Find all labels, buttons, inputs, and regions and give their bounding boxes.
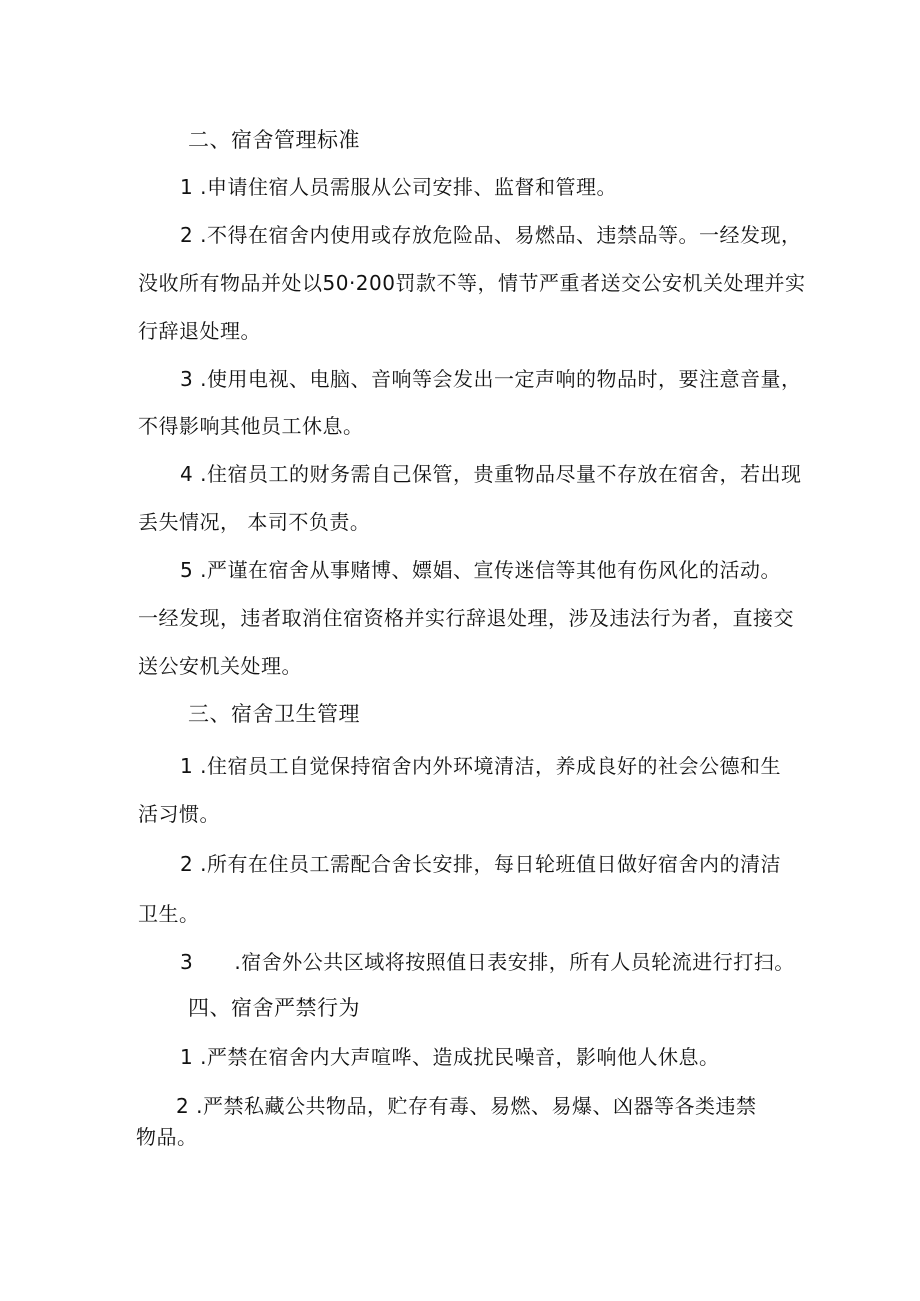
item-text-line: 2 .严禁私藏公共物品，贮存有毒、易燃、易爆、凶器等各类违禁 (176, 1094, 757, 1118)
item-text-line: 4 .住宿员工的财务需自己保管，贵重物品尽量不存放在宿舍，若出现 (180, 462, 802, 486)
item-text-line: 1 .住宿员工自觉保持宿舍内外环境清洁，养成良好的社会公德和生 (180, 754, 781, 778)
item-text-line: 5 .严谨在宿舍从事赌博、嫖娼、宣传迷信等其他有伤风化的活动。 (180, 558, 781, 582)
section-heading-hygiene-management: 三、宿舍卫生管理 (188, 702, 360, 726)
item-text-line: 一经发现，违者取消住宿资格并实行辞退处理，涉及违法行为者，直接交 (138, 606, 794, 630)
item-text-line: 1 .申请住宿人员需服从公司安排、监督和管理。 (180, 175, 617, 199)
item-text-line: 3 .使用电视、电脑、音响等会发出一定声响的物品时，要注意音量， (180, 367, 802, 391)
item-text-line: 送公安机关处理。 (138, 654, 302, 678)
item-text-line: 卫生。 (138, 902, 200, 926)
section-heading-prohibited-behaviors: 四、宿舍严禁行为 (188, 996, 360, 1020)
item-text-line: 3 .宿舍外公共区域将按照值日表安排，所有人员轮流进行打扫。 (180, 950, 795, 974)
item-text-line: 2 .不得在宿舍内使用或存放危险品、易燃品、违禁品等。一经发现， (180, 223, 802, 247)
item-text-line: 没收所有物品并处以50·200罚款不等，情节严重者送交公安机关处理并实 (138, 271, 806, 295)
item-text-line: 活习惯。 (138, 802, 220, 826)
item-text-line: 1 .严禁在宿舍内大声喧哗、造成扰民噪音，影响他人休息。 (180, 1045, 720, 1069)
item-text-line: 丢失情况， 本司不负责。 (138, 510, 371, 534)
item-text-line: 2 .所有在住员工需配合舍长安排，每日轮班值日做好宿舍内的清洁 (180, 852, 781, 876)
section-heading-management-standards: 二、宿舍管理标准 (188, 128, 360, 152)
item-text-line: 行辞退处理。 (138, 319, 261, 343)
item-text-line: 不得影响其他员工休息。 (138, 414, 364, 438)
item-text-line: 物品。 (136, 1125, 198, 1149)
